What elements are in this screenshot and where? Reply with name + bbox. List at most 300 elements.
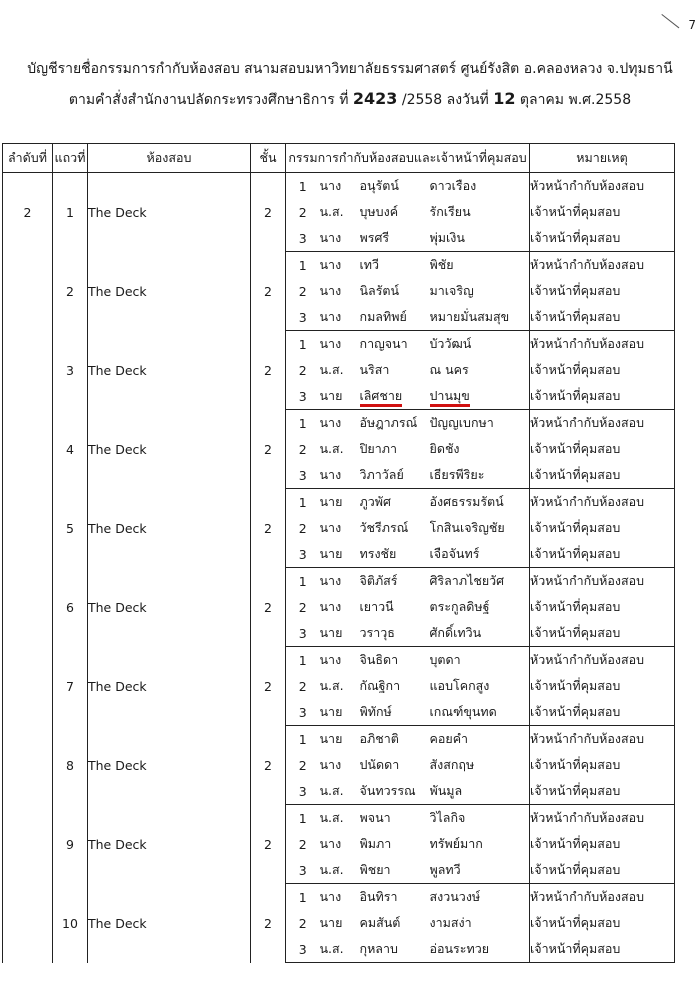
member-role — [530, 357, 675, 383]
member-title — [320, 252, 360, 279]
member-title-text: น.ส. — [319, 362, 344, 377]
member-number-text: 1 — [298, 889, 307, 905]
member-role — [530, 331, 675, 358]
member-first-name-text: นริสา — [359, 362, 390, 377]
member-role — [530, 489, 675, 516]
member-number — [286, 515, 320, 541]
member-last-name — [430, 568, 530, 595]
member-title-text: น.ส. — [319, 441, 344, 456]
member-number — [286, 383, 320, 410]
member-first-name-text: อนุรัตน์ — [359, 178, 399, 193]
room-cell — [88, 805, 251, 884]
member-role — [530, 805, 675, 832]
member-number-text: 3 — [298, 309, 307, 325]
room-cell — [88, 489, 251, 568]
member-title — [320, 699, 360, 726]
member-role — [530, 304, 675, 331]
member-title-text: นาง — [319, 283, 342, 298]
member-role — [530, 462, 675, 489]
member-number — [286, 199, 320, 225]
member-role-text: เจ้าหน้าที่คุมสอบ — [530, 757, 621, 772]
floor-cell — [251, 252, 286, 331]
room-cell-text: The Deck — [88, 599, 147, 615]
member-last-name — [430, 357, 530, 383]
floor-cell-text: 2 — [264, 520, 272, 536]
member-role-text: เจ้าหน้าที่คุมสอบ — [530, 283, 621, 298]
member-role — [530, 831, 675, 857]
room-cell — [88, 173, 251, 252]
table-row — [3, 410, 675, 437]
room-cell-text: The Deck — [88, 520, 147, 536]
member-first-name — [360, 831, 430, 857]
row-cell — [53, 568, 88, 647]
member-last-name-text: สังสกฤษ — [429, 757, 475, 772]
member-title-text: นาง — [319, 520, 342, 535]
member-title-text: นาง — [319, 652, 342, 667]
member-title — [320, 568, 360, 595]
member-number — [286, 410, 320, 437]
member-title-text: นาง — [319, 836, 342, 851]
member-role-text: หัวหน้ากำกับห้องสอบ — [530, 336, 645, 351]
member-first-name — [360, 436, 430, 462]
member-title-text: นาย — [319, 915, 343, 930]
member-last-name — [430, 726, 530, 753]
seq-cell — [3, 647, 53, 726]
floor-cell-text: 2 — [264, 362, 272, 378]
row-cell-text: 6 — [66, 599, 74, 615]
row-cell — [53, 410, 88, 489]
member-title-text: นาย — [319, 731, 343, 746]
member-first-name-text: จินธิดา — [359, 652, 399, 667]
document-title: บัญชีรายชื่อกรรมการกำกับห้องสอบ สนามสอบมหาวิทยาลัยธรรมศาสตร์ ศูนย์รังสิต อ.คลองหลวง จ.ปทุมธานี — [27, 61, 673, 77]
member-role — [530, 673, 675, 699]
col-row-header: แถวที่ — [53, 144, 88, 173]
member-number-text: 2 — [298, 283, 307, 299]
member-title — [320, 410, 360, 437]
member-number-text: 1 — [298, 415, 307, 431]
col-seq-header: ลำดับที่ — [3, 144, 53, 173]
member-role-text: เจ้าหน้าที่คุมสอบ — [530, 704, 621, 719]
table-row — [3, 489, 675, 516]
floor-cell — [251, 726, 286, 805]
member-last-name-text: แอบโคกสูง — [429, 678, 490, 693]
table-row — [3, 331, 675, 358]
member-first-name — [360, 805, 430, 832]
floor-cell-text: 2 — [264, 678, 272, 694]
member-first-name-text: กาญจนา — [359, 336, 408, 351]
floor-cell-text: 2 — [264, 204, 272, 220]
member-role — [530, 594, 675, 620]
member-role — [530, 173, 675, 200]
member-number-text: 1 — [298, 494, 307, 510]
member-role — [530, 568, 675, 595]
member-number-text: 2 — [298, 836, 307, 852]
member-last-name — [430, 304, 530, 331]
member-number-text: 2 — [298, 520, 307, 536]
row-cell-text: 1 — [66, 204, 74, 220]
member-last-name — [430, 225, 530, 252]
member-number-text: 2 — [298, 757, 307, 773]
member-number-text: 3 — [298, 467, 307, 483]
member-title — [320, 752, 360, 778]
floor-cell — [251, 489, 286, 568]
member-number-text: 3 — [298, 783, 307, 799]
member-number-text: 1 — [298, 652, 307, 668]
member-first-name-text: วิภาวัลย์ — [359, 467, 404, 482]
floor-cell-text: 2 — [264, 836, 272, 852]
member-last-name — [430, 699, 530, 726]
member-title — [320, 594, 360, 620]
row-cell-text: 5 — [66, 520, 74, 536]
room-cell — [88, 647, 251, 726]
member-title — [320, 936, 360, 963]
table-body — [3, 173, 675, 963]
floor-cell-text: 2 — [264, 757, 272, 773]
col-remark-header: หมายเหตุ — [530, 144, 675, 173]
member-role-text: หัวหน้ากำกับห้องสอบ — [530, 573, 645, 588]
member-number — [286, 884, 320, 911]
room-cell-text: The Deck — [88, 836, 147, 852]
row-cell-text: 4 — [66, 441, 74, 457]
member-title — [320, 173, 360, 200]
member-last-name-text: ณ นคร — [429, 362, 469, 377]
member-first-name-text: ภูวพัศ — [359, 494, 391, 509]
member-title — [320, 225, 360, 252]
room-cell — [88, 331, 251, 410]
member-number-text: 1 — [298, 731, 307, 747]
member-first-name-text: ปนัดดา — [359, 757, 400, 772]
member-last-name — [430, 489, 530, 516]
member-first-name-text: เยาวนี — [359, 599, 394, 614]
member-role-text: เจ้าหน้าที่คุมสอบ — [530, 362, 621, 377]
member-last-name — [430, 383, 530, 410]
member-first-name — [360, 673, 430, 699]
member-title — [320, 278, 360, 304]
member-last-name — [430, 594, 530, 620]
member-first-name-text: อภิชาติ — [359, 731, 399, 746]
member-last-name — [430, 436, 530, 462]
member-role-text: เจ้าหน้าที่คุมสอบ — [530, 441, 621, 456]
member-first-name-text: พิทักษ์ — [359, 704, 392, 719]
member-first-name-text: พิชยา — [359, 862, 391, 877]
member-last-name — [430, 884, 530, 911]
member-number-text: 2 — [298, 441, 307, 457]
member-title — [320, 884, 360, 911]
pen-stroke-mark — [661, 14, 679, 28]
order-prefix: ตามคำสั่งสำนักงานปลัดกระทรวงศึกษาธิการ ที่ — [68, 92, 353, 108]
member-role-text: หัวหน้ากำกับห้องสอบ — [530, 415, 645, 430]
member-number-text: 2 — [298, 678, 307, 694]
member-number-text: 1 — [298, 573, 307, 589]
seq-cell — [3, 884, 53, 963]
room-cell-text: The Deck — [88, 678, 147, 694]
member-title-text: นาย — [319, 704, 343, 719]
member-first-name-text: จันทวรรณ — [359, 783, 416, 798]
room-cell — [88, 252, 251, 331]
seq-cell — [3, 726, 53, 805]
member-last-name-text: ตระกูลดิษฐ์ — [429, 599, 490, 614]
committee-table — [2, 143, 675, 963]
member-title-text: นาง — [319, 599, 342, 614]
member-last-name-text: วิไลกิจ — [429, 810, 466, 825]
member-number — [286, 726, 320, 753]
member-title-text: น.ส. — [319, 862, 344, 877]
member-title — [320, 515, 360, 541]
member-title-text: นาย — [319, 625, 343, 640]
member-last-name-text: พิชัย — [429, 257, 454, 272]
row-cell-text: 7 — [66, 678, 74, 694]
member-role-text: เจ้าหน้าที่คุมสอบ — [530, 467, 621, 482]
row-cell — [53, 647, 88, 726]
seq-cell — [3, 805, 53, 884]
row-cell — [53, 331, 88, 410]
member-role — [530, 436, 675, 462]
page-number: 7 — [688, 18, 696, 32]
floor-cell — [251, 568, 286, 647]
member-role-text: เจ้าหน้าที่คุมสอบ — [530, 915, 621, 930]
member-role-text: เจ้าหน้าที่คุมสอบ — [530, 783, 621, 798]
room-cell-text: The Deck — [88, 283, 147, 299]
member-role — [530, 752, 675, 778]
member-first-name — [360, 410, 430, 437]
member-last-name — [430, 805, 530, 832]
member-last-name-text: เกณฑ์ขุนทด — [429, 704, 497, 719]
member-last-name-text: ทรัพย์มาก — [429, 836, 483, 851]
member-title-text: นาง — [319, 257, 342, 272]
member-last-name-text: บุตดา — [429, 652, 461, 667]
member-number — [286, 594, 320, 620]
member-first-name — [360, 357, 430, 383]
member-title — [320, 831, 360, 857]
table-row — [3, 173, 675, 200]
col-room-header: ห้องสอบ — [88, 144, 251, 173]
row-cell — [53, 805, 88, 884]
member-last-name — [430, 462, 530, 489]
seq-cell — [3, 331, 53, 410]
member-first-name — [360, 884, 430, 911]
member-last-name — [430, 936, 530, 963]
member-first-name — [360, 304, 430, 331]
member-first-name-text: ปิยาภา — [359, 441, 398, 456]
row-cell-text: 3 — [66, 362, 74, 378]
member-role — [530, 410, 675, 437]
member-first-name-text: เทวี — [359, 257, 380, 272]
member-role-text: เจ้าหน้าที่คุมสอบ — [530, 862, 621, 877]
member-number — [286, 436, 320, 462]
member-first-name — [360, 173, 430, 200]
member-first-name-text: ทรงชัย — [359, 546, 397, 561]
member-last-name — [430, 252, 530, 279]
member-first-name-text: วราวุธ — [359, 625, 395, 640]
member-last-name-text: คอยคำ — [429, 731, 469, 746]
member-title — [320, 489, 360, 516]
member-title — [320, 383, 360, 410]
row-cell — [53, 252, 88, 331]
row-cell-text: 9 — [66, 836, 74, 852]
member-title — [320, 541, 360, 568]
floor-cell-text: 2 — [264, 441, 272, 457]
member-number — [286, 673, 320, 699]
member-role-text: เจ้าหน้าที่คุมสอบ — [530, 836, 621, 851]
member-title-text: นาง — [319, 467, 342, 482]
member-last-name-text: อังศธรรมรัตน์ — [429, 494, 504, 509]
member-number — [286, 699, 320, 726]
member-number-text: 3 — [298, 388, 307, 404]
member-title-text: น.ส. — [319, 941, 344, 956]
member-title — [320, 620, 360, 647]
member-role — [530, 857, 675, 884]
member-number-text: 1 — [298, 810, 307, 826]
member-title — [320, 462, 360, 489]
member-first-name — [360, 541, 430, 568]
member-first-name-text: พจนา — [359, 810, 391, 825]
member-number-text: 3 — [298, 704, 307, 720]
member-number-text: 1 — [298, 178, 307, 194]
floor-cell — [251, 331, 286, 410]
member-role-text: เจ้าหน้าที่คุมสอบ — [530, 520, 621, 535]
member-number-text: 2 — [298, 915, 307, 931]
member-last-name — [430, 620, 530, 647]
member-first-name — [360, 462, 430, 489]
member-last-name — [430, 673, 530, 699]
member-last-name-text: รักเรียน — [429, 204, 471, 219]
row-cell-text: 2 — [66, 283, 74, 299]
floor-cell-text: 2 — [264, 283, 272, 299]
member-first-name — [360, 594, 430, 620]
member-last-name-text: งามสง่า — [429, 915, 472, 930]
member-number — [286, 173, 320, 200]
member-number-text: 3 — [298, 625, 307, 641]
member-number-text: 2 — [298, 599, 307, 615]
member-role-text: เจ้าหน้าที่คุมสอบ — [530, 388, 621, 403]
member-number — [286, 778, 320, 805]
member-first-name-text: บุษบงค์ — [359, 204, 399, 219]
member-number-text: 1 — [298, 336, 307, 352]
member-first-name-text: คมสันต์ — [359, 915, 401, 930]
member-first-name — [360, 857, 430, 884]
member-role-text: หัวหน้ากำกับห้องสอบ — [530, 652, 645, 667]
member-first-name-text: นิลรัตน์ — [359, 283, 400, 298]
room-cell — [88, 410, 251, 489]
member-role-text: เจ้าหน้าที่คุมสอบ — [530, 678, 621, 693]
member-last-name — [430, 752, 530, 778]
floor-cell-text: 2 — [264, 915, 272, 931]
room-cell-text: The Deck — [88, 757, 147, 773]
member-title — [320, 647, 360, 674]
order-suffix: /2558 ลงวันที่ — [397, 92, 494, 108]
member-first-name — [360, 199, 430, 225]
room-cell-text: The Deck — [88, 441, 147, 457]
page-mark — [660, 4, 696, 36]
member-role-text: หัวหน้ากำกับห้องสอบ — [530, 731, 645, 746]
member-title-text: นาย — [319, 546, 343, 561]
member-first-name — [360, 383, 430, 410]
member-title — [320, 726, 360, 753]
member-number-text: 2 — [298, 362, 307, 378]
member-last-name-text: บัววัฒน์ — [429, 336, 472, 351]
member-first-name — [360, 515, 430, 541]
member-first-name-text: จิติภัสร์ — [359, 573, 398, 588]
member-last-name — [430, 778, 530, 805]
room-cell — [88, 884, 251, 963]
member-title — [320, 357, 360, 383]
member-last-name — [430, 910, 530, 936]
row-cell-text: 8 — [66, 757, 74, 773]
member-role-text: หัวหน้ากำกับห้องสอบ — [530, 889, 645, 904]
table-row — [3, 884, 675, 911]
member-role — [530, 252, 675, 279]
member-role — [530, 699, 675, 726]
member-first-name-text: วัชรีภรณ์ — [359, 520, 409, 535]
row-cell — [53, 884, 88, 963]
member-title-text: นาง — [319, 415, 342, 430]
member-last-name-text: โกสินเจริญชัย — [429, 520, 505, 535]
member-title — [320, 778, 360, 805]
floor-cell — [251, 647, 286, 726]
seq-cell — [3, 489, 53, 568]
seq-cell — [3, 252, 53, 331]
member-role — [530, 936, 675, 963]
member-role-text: เจ้าหน้าที่คุมสอบ — [530, 546, 621, 561]
member-title-text: น.ส. — [319, 204, 344, 219]
member-title-text: นาย — [319, 388, 343, 403]
member-title-text: น.ส. — [319, 783, 344, 798]
seq-cell — [3, 173, 53, 252]
member-last-name-text: ศิริลาภไชยวัศ — [429, 573, 505, 588]
member-last-name-text: สงวนวงษ์ — [429, 889, 481, 904]
member-first-name — [360, 910, 430, 936]
member-number — [286, 278, 320, 304]
member-number — [286, 752, 320, 778]
member-role — [530, 225, 675, 252]
member-first-name — [360, 331, 430, 358]
table-row — [3, 568, 675, 595]
member-last-name — [430, 857, 530, 884]
member-number — [286, 489, 320, 516]
member-last-name — [430, 278, 530, 304]
member-role-text: หัวหน้ากำกับห้องสอบ — [530, 178, 645, 193]
member-last-name-text: ปานมุข — [430, 388, 470, 407]
member-role-text: เจ้าหน้าที่คุมสอบ — [530, 204, 621, 219]
member-number-text: 3 — [298, 862, 307, 878]
member-number — [286, 910, 320, 936]
seq-cell — [3, 410, 53, 489]
member-number — [286, 225, 320, 252]
member-last-name-text: พูลทวี — [429, 862, 461, 877]
member-first-name-text: เลิศชาย — [360, 388, 403, 407]
member-role-text: หัวหน้ากำกับห้องสอบ — [530, 494, 645, 509]
member-title — [320, 199, 360, 225]
member-last-name — [430, 647, 530, 674]
member-last-name-text: ศักดิ์เทวิน — [429, 625, 482, 640]
table-row — [3, 252, 675, 279]
member-number — [286, 304, 320, 331]
member-first-name — [360, 699, 430, 726]
member-title-text: น.ส. — [319, 678, 344, 693]
floor-cell — [251, 805, 286, 884]
member-first-name — [360, 225, 430, 252]
member-first-name-text: พิมภา — [359, 836, 392, 851]
member-last-name-text: มาเจริญ — [429, 283, 474, 298]
member-role — [530, 541, 675, 568]
member-first-name — [360, 752, 430, 778]
member-last-name — [430, 173, 530, 200]
member-first-name — [360, 568, 430, 595]
member-first-name-text: พรศรี — [359, 230, 390, 245]
member-last-name-text: เธียรพีริยะ — [429, 467, 485, 482]
member-title-text: นาง — [319, 336, 342, 351]
member-last-name-text: เจือจันทร์ — [429, 546, 480, 561]
